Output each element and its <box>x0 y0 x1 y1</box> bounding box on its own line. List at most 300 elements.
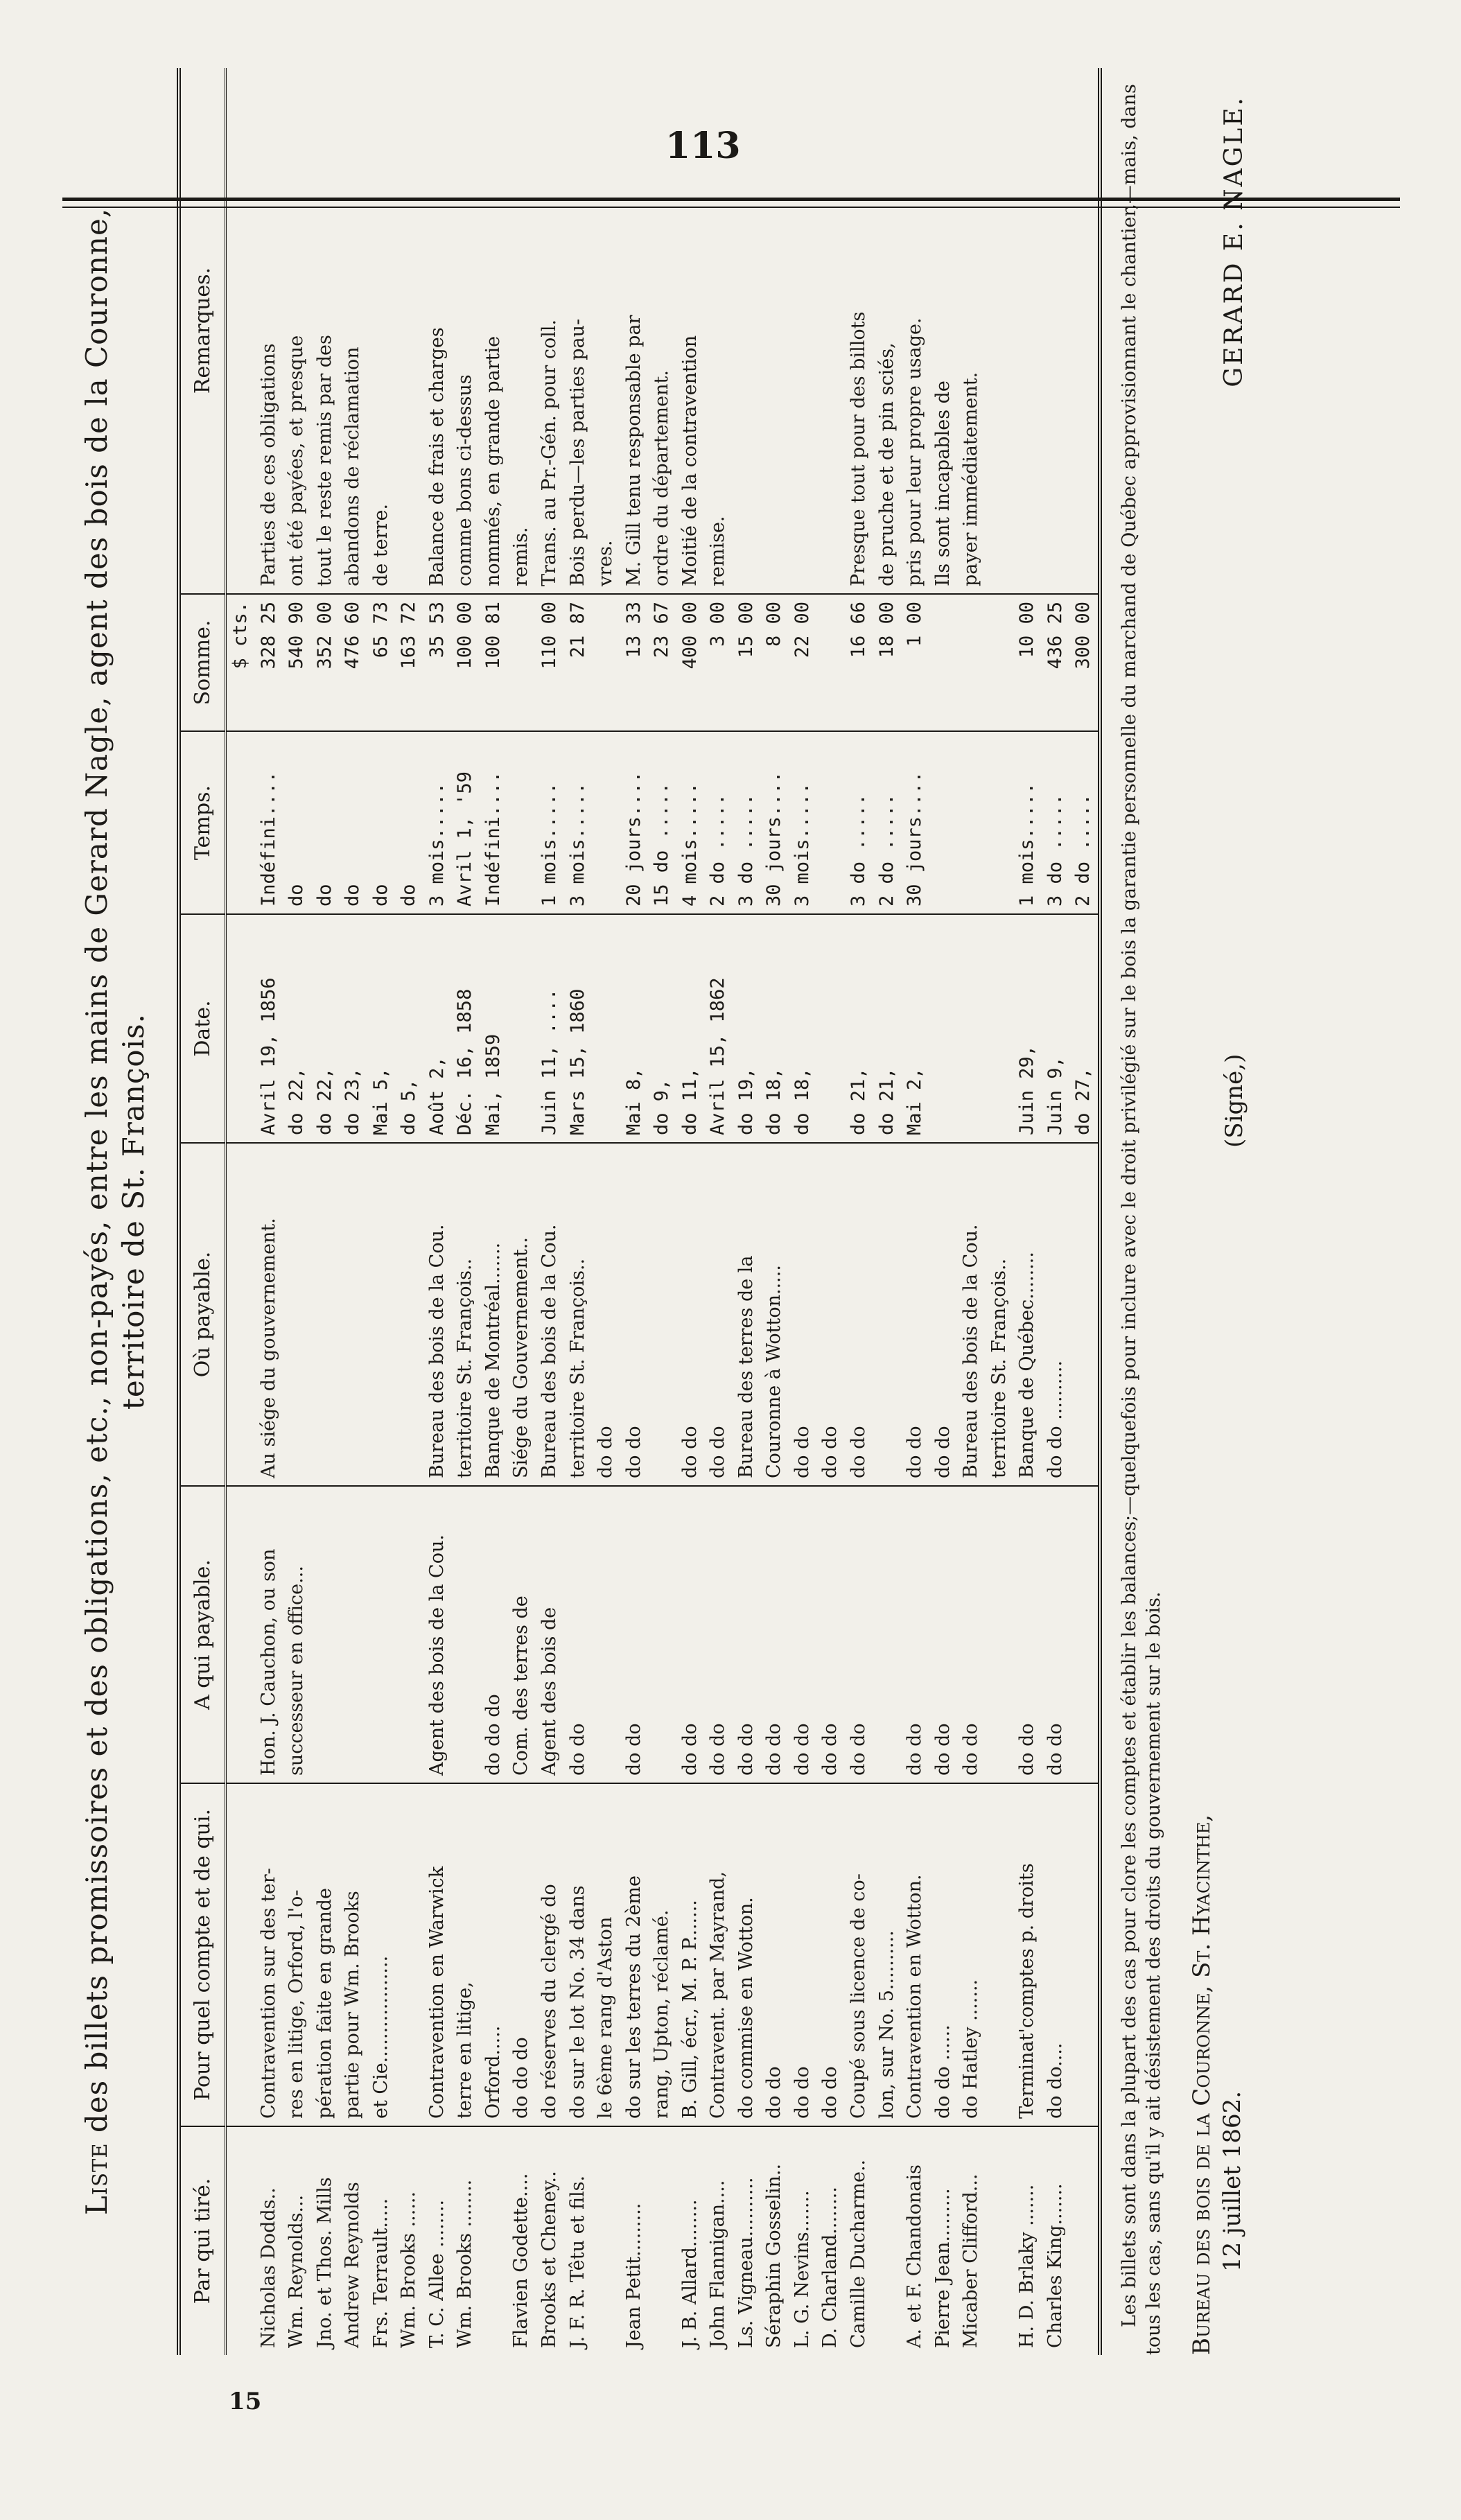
table-cell: 3 do ..... <box>1042 731 1070 914</box>
table-cell <box>957 594 986 731</box>
table-cell <box>395 1783 423 2126</box>
table-cell: do 21, <box>845 914 873 1143</box>
column-header: Remarques. <box>181 68 226 594</box>
table-cell: 436 25 <box>1042 594 1070 731</box>
table-cell: Mai 8, <box>620 914 649 1143</box>
document-title-line-2: territoire de St. François. <box>116 1013 150 1410</box>
table-cell: 3 00 <box>704 594 733 731</box>
table-cell: payer immédiatement. <box>957 68 986 594</box>
table-cell: 3 mois..... <box>564 731 593 914</box>
table-cell: Déc. 16, 1858 <box>451 914 480 1143</box>
table-cell: ont été payées, et presque <box>283 68 311 594</box>
table-cell <box>226 914 255 1143</box>
table-cell: abandons de réclamation <box>339 68 367 594</box>
table-cell <box>760 68 789 594</box>
table-cell <box>873 1486 902 1783</box>
bureau-date: 12 juillet 1862. <box>1218 2090 1247 2272</box>
table-cell: 540 90 <box>283 594 311 731</box>
table-cell: Indéfini.... <box>480 731 508 914</box>
table-cell: 65 73 <box>367 594 396 731</box>
table-cell: 22 00 <box>789 594 817 731</box>
table-cell: Avril 15, 1862 <box>704 914 733 1143</box>
table-cell <box>957 731 986 914</box>
notes-table <box>181 68 1098 2355</box>
table-cell: 4 mois..... <box>676 731 705 914</box>
table-cell: do do <box>592 1143 620 1486</box>
table-cell: 2 do ..... <box>873 731 902 914</box>
table-cell: Contravention en Wotton. <box>901 1783 929 2126</box>
table-cell: do commise en Wotton. <box>733 1783 761 2126</box>
table-cell <box>1069 1486 1098 1783</box>
table-cell: Hon. J. Cauchon, ou son <box>255 1486 283 1783</box>
table-cell: do do <box>845 1486 873 1783</box>
column-header: Pour quel compte et de qui. <box>181 1783 226 2126</box>
table-cell: Contravention sur des ter- <box>255 1783 283 2126</box>
table-cell: do do do <box>480 1486 508 1783</box>
table-cell: pris pour leur propre usage. <box>901 68 929 594</box>
table-cell: 3 mois..... <box>789 731 817 914</box>
table-cell: remis. <box>507 68 536 594</box>
table-cell: do do <box>733 1486 761 1783</box>
table-cell: res en litige, Orford, l'o- <box>283 1783 311 2126</box>
table-cell: Camille Ducharme.. <box>848 2159 870 2348</box>
table-body <box>226 68 1098 2355</box>
signer-name: GERARD E. NAGLE. <box>1219 96 1248 387</box>
table-row <box>845 68 873 2355</box>
table-cell: Wm. Brooks ........ <box>454 2179 476 2348</box>
table-row <box>789 68 817 2355</box>
bureau-block <box>1187 1814 1248 2355</box>
table-cell: do do <box>1013 1486 1042 1783</box>
table-cell: Balance de frais et charges <box>423 68 452 594</box>
table-cell: 110 00 <box>536 594 564 731</box>
table-cell: territoire St. François.. <box>564 1143 593 1486</box>
table-cell <box>1042 68 1070 594</box>
table-cell <box>1069 1783 1098 2126</box>
table-cell <box>1069 2126 1098 2355</box>
table-cell <box>507 731 536 914</box>
table-cell <box>451 1486 480 1783</box>
table-cell: Contravention en Warwick <box>423 1783 452 2126</box>
table-row <box>283 68 311 2355</box>
table-cell: Bureau des bois de la Cou. <box>536 1143 564 1486</box>
table-cell: do 18, <box>760 914 789 1143</box>
column-header: Temps. <box>181 731 226 914</box>
table-cell: do do <box>901 1486 929 1783</box>
table-row <box>733 68 761 2355</box>
table-cell: pération faite en grande <box>311 1783 340 2126</box>
table-cell <box>816 914 845 1143</box>
table-cell: do do <box>760 1486 789 1783</box>
table-cell: do do <box>845 1143 873 1486</box>
table-cell: 100 00 <box>451 594 480 731</box>
footer-note: Les billets sont dans la plupart des cas pour clore les comptes et établir les balances;—quelquefois pour inclure avec le droit privilégié sur le bois la garantie personnelle du marchand de Québec approvisionnant le chantier,—mais, dans tous les cas, sans qu'il y ait désistement des droits du gouvernement sur le bois. <box>1118 84 1165 2355</box>
table-cell: Agent des bois de la Cou. <box>423 1486 452 1783</box>
table-cell <box>283 1143 311 1486</box>
table-cell: 352 00 <box>311 594 340 731</box>
table-cell: do do <box>901 1143 929 1486</box>
table-row <box>395 68 423 2355</box>
table-cell: Mai 2, <box>901 914 929 1143</box>
table-row <box>564 68 593 2355</box>
table-cell: Juin 29, <box>1013 914 1042 1143</box>
table-row <box>339 68 367 2355</box>
table-cell: 3 do ..... <box>845 731 873 914</box>
table-cell: do 27, <box>1069 914 1098 1143</box>
table-row <box>367 68 396 2355</box>
table-cell: Brooks et Cheney.. <box>539 2171 561 2348</box>
table-cell: 3 do ..... <box>733 731 761 914</box>
table-cell: do 23, <box>339 914 367 1143</box>
table-row <box>816 68 845 2355</box>
table-cell: L. G. Nevins....... <box>791 2190 813 2348</box>
table-cell <box>816 68 845 594</box>
table-cell: do do <box>1042 1486 1070 1783</box>
column-header: Par qui tiré. <box>181 2126 226 2355</box>
table-cell <box>226 1486 255 1783</box>
table-cell: 1 mois..... <box>1013 731 1042 914</box>
table-cell <box>816 731 845 914</box>
table-cell: J. B. Allard........ <box>679 2199 701 2348</box>
table-cell: Mars 15, 1860 <box>564 914 593 1143</box>
table-cell <box>311 1143 340 1486</box>
table-cell: 15 00 <box>733 594 761 731</box>
table-cell: do do <box>816 1143 845 1486</box>
table-cell: do do ...... <box>929 1783 958 2126</box>
table-cell: ordre du département. <box>648 68 676 594</box>
table-cell: Avril 1, '59 <box>451 731 480 914</box>
table-cell: successeur en office... <box>283 1486 311 1783</box>
table-cell: Juin 9, <box>1042 914 1070 1143</box>
table-cell: Presque tout pour des billots <box>845 68 873 594</box>
table-cell: Trans. au Pr.-Gén. pour coll. <box>536 68 564 594</box>
table-cell: A. et F. Chandonais <box>904 2164 926 2348</box>
table-cell: Bureau des bois de la Cou. <box>957 1143 986 1486</box>
table-cell: 3 mois..... <box>423 731 452 914</box>
table-row <box>592 68 620 2355</box>
table-cell: do do <box>789 1783 817 2126</box>
table-cell: 15 do ..... <box>648 731 676 914</box>
table-cell: do do <box>816 1783 845 2126</box>
table-cell <box>592 594 620 731</box>
table-cell: Siége du Gouvernement.. <box>507 1143 536 1486</box>
table-cell: do <box>283 731 311 914</box>
table-cell: do do <box>789 1486 817 1783</box>
table-cell: Wm. Brooks ...... <box>398 2191 420 2348</box>
table-cell: 328 25 <box>255 594 283 731</box>
table-cell: 13 33 <box>620 594 649 731</box>
table-cell <box>339 1486 367 1783</box>
table-cell: Ils sont incapables de <box>929 68 958 594</box>
table-row <box>704 68 733 2355</box>
table-cell: do <box>367 731 396 914</box>
table-cell <box>1069 1143 1098 1486</box>
table-cell: et Cie.................. <box>367 1783 396 2126</box>
table-row <box>620 68 649 2355</box>
table-cell: Mai, 1859 <box>480 914 508 1143</box>
table-cell <box>367 1143 396 1486</box>
table-cell: Orford..... <box>480 1783 508 2126</box>
table-cell: 10 00 <box>1013 594 1042 731</box>
table-cell: do do <box>929 1486 958 1783</box>
table-cell: $ cts. <box>226 594 255 731</box>
table-cell: 23 67 <box>648 594 676 731</box>
table-row <box>423 68 452 2355</box>
table-cell: Parties de ces obligations <box>255 68 283 594</box>
table-cell: Avril 19, 1856 <box>255 914 283 1143</box>
table-cell: John Flannigan.... <box>707 2180 729 2348</box>
table-row <box>957 68 986 2355</box>
table-cell <box>986 914 1014 1143</box>
table-row <box>1069 68 1098 2355</box>
table-cell <box>507 594 536 731</box>
table-cell <box>986 731 1014 914</box>
table-cell: Bois perdu—les parties pau- <box>564 68 593 594</box>
table-cell: Frs. Terrault..... <box>369 2198 392 2348</box>
table-cell: do sur les terres du 2ème <box>620 1783 649 2126</box>
table-cell: do 5, <box>395 914 423 1143</box>
table-cell: remise. <box>704 68 733 594</box>
table-cell <box>592 914 620 1143</box>
table-cell: do Hatley ....... <box>957 1783 986 2126</box>
table-cell: Ls. Vigneau.......... <box>735 2177 757 2348</box>
table-cell: do do <box>676 1143 705 1486</box>
table-cell: Juin 11, .... <box>536 914 564 1143</box>
table-cell <box>816 594 845 731</box>
table-row <box>929 68 958 2355</box>
table-cell: vres. <box>592 68 620 594</box>
table-cell: M. Gill tenu responsable par <box>620 68 649 594</box>
table-cell: do 18, <box>789 914 817 1143</box>
table-row <box>1013 68 1042 2355</box>
table-cell <box>592 731 620 914</box>
table-row <box>648 68 676 2355</box>
table-cell: nommés, en grande partie <box>480 68 508 594</box>
table-cell: do 19, <box>733 914 761 1143</box>
table-cell <box>929 731 958 914</box>
table-cell: 1 mois..... <box>536 731 564 914</box>
table-row <box>1042 68 1070 2355</box>
table-cell: 1 00 <box>901 594 929 731</box>
table-cell: de pruche et de pin sciés, <box>873 68 902 594</box>
table-cell: B. Gill, écr., M. P. P....... <box>676 1783 705 2126</box>
table-cell: do do <box>957 1486 986 1783</box>
table-cell: do do <box>676 1486 705 1783</box>
table-cell: 400 00 <box>676 594 705 731</box>
bureau-line-1: Bureau des bois de la Couronne, St. Hyacinthe, <box>1188 1814 1216 2355</box>
table-cell: Charles King....... <box>1044 2183 1066 2348</box>
table-row <box>760 68 789 2355</box>
table-cell: do 9, <box>648 914 676 1143</box>
table-header-row <box>181 68 226 2355</box>
table-cell: do do <box>704 1143 733 1486</box>
table-cell: 30 jours.... <box>901 731 929 914</box>
table-cell: do <box>339 731 367 914</box>
table-cell <box>986 594 1014 731</box>
table-cell <box>311 1486 340 1783</box>
table-cell: Bureau des bois de la Cou. <box>423 1143 452 1486</box>
table-cell <box>873 1143 902 1486</box>
table-cell: Bureau des terres de la <box>733 1143 761 1486</box>
table-cell <box>226 2126 255 2355</box>
table-cell: do do <box>564 1486 593 1783</box>
table-row <box>226 68 255 2355</box>
table-cell: do <box>395 731 423 914</box>
table-cell <box>929 594 958 731</box>
table-cell: do réserves du clergé do <box>536 1783 564 2126</box>
table-cell: Moitié de la contravention <box>676 68 705 594</box>
table-cell: J. F. R. Têtu et fils. <box>566 2175 588 2348</box>
table-cell <box>339 1143 367 1486</box>
table-row <box>480 68 508 2355</box>
table-cell: do 22, <box>311 914 340 1143</box>
table-cell: Couronne à Wotton..... <box>760 1143 789 1486</box>
table-cell: Wm. Reynolds... <box>286 2194 308 2348</box>
table-cell: Coupé sous licence de co- <box>845 1783 873 2126</box>
table-cell <box>789 68 817 594</box>
table-cell: Banque de Québec........ <box>1013 1143 1042 1486</box>
table-cell: Au siége du gouvernement. <box>255 1143 283 1486</box>
table-cell: D. Charland........ <box>819 2187 841 2348</box>
table-cell: do do do <box>507 1783 536 2126</box>
table-cell: 2 do ..... <box>704 731 733 914</box>
table-cell: 8 00 <box>760 594 789 731</box>
table-cell <box>733 68 761 594</box>
column-header: Somme. <box>181 594 226 731</box>
table-cell: 2 do ..... <box>1069 731 1098 914</box>
table-cell: Jean Petit......... <box>622 2203 645 2348</box>
table-cell: rang, Upton, réclamé. <box>648 1783 676 2126</box>
table-cell: Contravent. par Mayrand, <box>704 1783 733 2126</box>
table-cell <box>986 68 1014 594</box>
table-cell <box>986 1783 1014 2126</box>
column-header: Où payable. <box>181 1143 226 1486</box>
table-cell <box>226 1783 255 2126</box>
table-cell: Séraphin Gosselin.. <box>763 2163 785 2348</box>
table-cell <box>395 68 423 594</box>
table-cell: do 11, <box>676 914 705 1143</box>
table-cell: tout le reste remis par des <box>311 68 340 594</box>
table-row <box>901 68 929 2355</box>
table-cell: 35 53 <box>423 594 452 731</box>
table-cell: territoire St. François.. <box>451 1143 480 1486</box>
page-number: 113 <box>665 125 741 167</box>
table-cell: do 21, <box>873 914 902 1143</box>
table-cell <box>592 1486 620 1783</box>
table-cell: do do <box>789 1143 817 1486</box>
table-cell: do sur le lot No. 34 dans <box>564 1783 593 2126</box>
table-cell: partie pour Wm. Brooks <box>339 1783 367 2126</box>
table-cell <box>367 1486 396 1783</box>
table-cell: terre en litige, <box>451 1783 480 2126</box>
table-cell: T. C. Allee ........ <box>426 2199 448 2348</box>
table-cell <box>507 914 536 1143</box>
table-cell <box>648 1486 676 1783</box>
table-cell: comme bons ci-dessus <box>451 68 480 594</box>
table-cell: territoire St. François.. <box>986 1143 1014 1486</box>
signed-label: (Signé,) <box>1220 1053 1248 1148</box>
table-cell: Nicholas Dodds.. <box>257 2187 279 2348</box>
table-cell <box>873 2126 902 2355</box>
footer-row <box>1187 68 1248 2355</box>
table-row <box>986 68 1014 2355</box>
sheet-number: 15 <box>229 2388 262 2415</box>
rotated-document <box>79 68 1382 2355</box>
column-header: A qui payable. <box>181 1486 226 1783</box>
title-prefix: Liste <box>80 2142 114 2216</box>
table-row <box>536 68 564 2355</box>
table-cell: 18 00 <box>873 594 902 731</box>
table-cell: Mai 5, <box>367 914 396 1143</box>
table-cell <box>395 1486 423 1783</box>
table-cell: do do <box>929 1143 958 1486</box>
table-cell <box>226 1143 255 1486</box>
document-title-line-1 <box>79 68 116 2355</box>
table-cell <box>929 914 958 1143</box>
table-cell <box>648 2126 676 2355</box>
table-cell: Jno. et Thos. Mills <box>313 2177 335 2348</box>
table-row <box>873 68 902 2355</box>
table-cell: Terminat'comptes p. droits <box>1013 1783 1042 2126</box>
table-cell <box>1013 68 1042 594</box>
table-cell: 300 00 <box>1069 594 1098 731</box>
table-cell: 100 81 <box>480 594 508 731</box>
table-row <box>255 68 283 2355</box>
table-cell <box>1069 68 1098 594</box>
table-cell: Banque de Montréal....... <box>480 1143 508 1486</box>
table-row <box>507 68 536 2355</box>
table-cell <box>226 68 255 594</box>
table-cell: H. D. Brlaky ....... <box>1016 2184 1038 2348</box>
table-cell: 20 jours.... <box>620 731 649 914</box>
table-cell: do do <box>760 1783 789 2126</box>
table-cell: Août 2, <box>423 914 452 1143</box>
table-cell: Indéfini.... <box>255 731 283 914</box>
table-cell: Agent des bois de <box>536 1486 564 1783</box>
title-text: des billets promissoires et des obligations, etc., non-payés, entre les mains de Gerard Nagle, agent des bois de la Couronne, <box>80 207 114 2143</box>
table-cell: do do <box>620 1143 649 1486</box>
table-cell: Andrew Reynolds <box>342 2182 364 2348</box>
table-row <box>311 68 340 2355</box>
table-row <box>451 68 480 2355</box>
table-cell <box>592 2126 620 2355</box>
table-cell: 30 jours.... <box>760 731 789 914</box>
table-cell: lon, sur No. 5.......... <box>873 1783 902 2126</box>
table-cell <box>395 1143 423 1486</box>
table-cell: Com. des terres de <box>507 1486 536 1783</box>
table-cell: Pierre Jean......... <box>931 2188 954 2348</box>
column-header: Date. <box>181 914 226 1143</box>
table-cell: do 22, <box>283 914 311 1143</box>
table-cell: Flavien Godette.... <box>510 2173 532 2348</box>
table-cell <box>226 731 255 914</box>
table-row <box>676 68 705 2355</box>
table-cell: do do <box>816 1486 845 1783</box>
table-cell <box>986 2126 1014 2355</box>
table-cell: de terre. <box>367 68 396 594</box>
table-cell: do do .......... <box>1042 1143 1070 1486</box>
table-cell: do <box>311 731 340 914</box>
table-cell: le 6ème rang d'Aston <box>592 1783 620 2126</box>
table-cell <box>986 1486 1014 1783</box>
table-cell: Micaber Clifford... <box>960 2173 982 2348</box>
table-cell <box>648 1143 676 1486</box>
table-cell: 163 72 <box>395 594 423 731</box>
table-cell: do do <box>620 1486 649 1783</box>
table-cell <box>957 914 986 1143</box>
table-cell: 21 87 <box>564 594 593 731</box>
table-cell: do do.... <box>1042 1783 1070 2126</box>
